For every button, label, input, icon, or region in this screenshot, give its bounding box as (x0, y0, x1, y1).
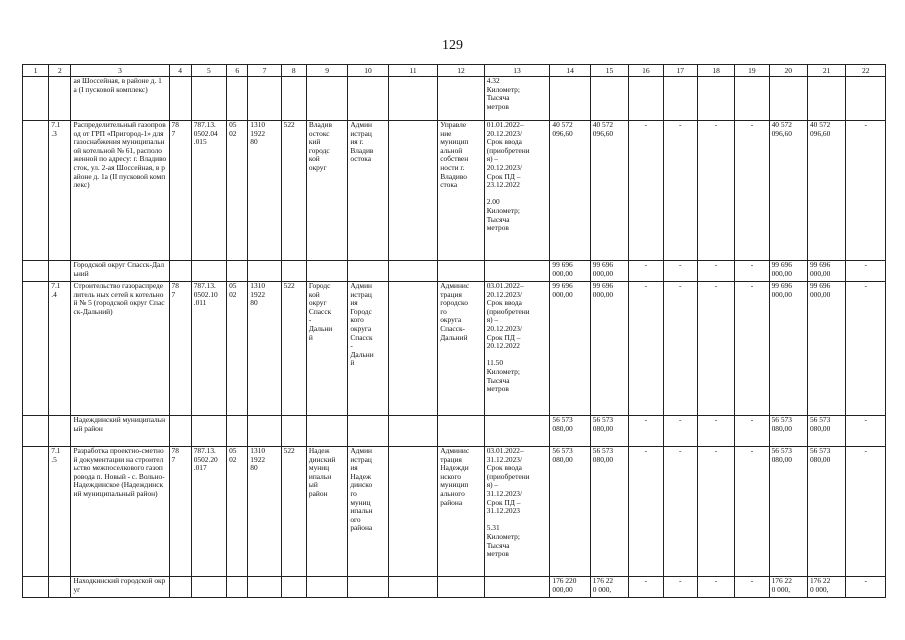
column-number-22: 22 (846, 65, 886, 77)
table-cell-col-3: Строительство газораспределитель ных сетей к котельной № 5 (городской округ Спасск-Дальний) (71, 282, 169, 416)
table-cell-col-8: 522 (281, 447, 306, 577)
table-cell-col-16: - (629, 121, 663, 261)
table-cell-col-9 (306, 77, 347, 121)
budget-table (22, 64, 886, 598)
table-cell-col-10 (348, 77, 388, 121)
column-number-19: 19 (735, 65, 769, 77)
table-cell-col-14: 56 573 080,00 (550, 447, 590, 577)
table-cell-col-13 (484, 261, 550, 282)
table-cell-col-3: Надеждинский муниципальный район (71, 416, 169, 447)
table-cell-col-15: 99 696 000,00 (590, 282, 628, 416)
table-cell-col-3: Городской округ Спасск-Дальний (71, 261, 169, 282)
table-cell-col-8: 522 (281, 282, 306, 416)
table-cell-col-10: Админ истрац ия Надеж динско го муниц ипальн ого района (348, 447, 388, 577)
table-cell-col-13: 4.32 Километр; Тысяча метров (484, 77, 550, 121)
column-number-13: 13 (484, 65, 550, 77)
column-number-18: 18 (697, 65, 734, 77)
table-cell-col-15: 56 573 080,00 (590, 447, 628, 577)
table-cell-col-18: - (697, 121, 734, 261)
table-cell-col-17 (663, 77, 697, 121)
table-cell-col-3: Находкинский городской округ (71, 577, 169, 598)
table-cell-col-1 (23, 282, 49, 416)
table-cell-col-10: Админ истрац ия Городс кого округа Спасск - Дальни й (348, 282, 388, 416)
table-cell-col-15: 99 696 000,00 (590, 261, 628, 282)
table-cell-col-14: 56 573 080,00 (550, 416, 590, 447)
table-cell-col-3: Распределительный газопровод от ГРП «Пригород-1» для газоснабжения муниципальной котельной № 61, расположенной по адресу: г. Владивосток, ул. 2-ая Шоссейная, в районе д. 1а (II пусковой комплекс) (71, 121, 169, 261)
table-cell-col-17: - (663, 577, 697, 598)
table-cell-col-7 (248, 416, 281, 447)
table-cell-col-6 (227, 416, 248, 447)
table-cell-col-22: - (846, 282, 886, 416)
table-cell-col-11 (388, 121, 438, 261)
table-cell-col-17: - (663, 447, 697, 577)
table-cell-col-13 (484, 416, 550, 447)
table-cell-col-12 (438, 261, 484, 282)
table-cell-col-8 (281, 416, 306, 447)
table-cell-col-21: 56 573 080,00 (807, 416, 845, 447)
table-cell-col-16: - (629, 447, 663, 577)
table-cell-col-4: 78 7 (169, 447, 191, 577)
table-cell-col-2: 7.1 .3 (49, 121, 71, 261)
table-cell-col-6: 05 02 (227, 282, 248, 416)
table-cell-col-9: Городс кой округ Спасск - Дальни й (306, 282, 347, 416)
table-cell-col-22: - (846, 577, 886, 598)
table-cell-col-15: 176 22 0 000, (590, 577, 628, 598)
column-number-11: 11 (388, 65, 438, 77)
table-cell-col-12 (438, 77, 484, 121)
table-cell-col-17: - (663, 261, 697, 282)
table-cell-col-16: - (629, 261, 663, 282)
column-number-14: 14 (550, 65, 590, 77)
table-cell-col-8 (281, 577, 306, 598)
table-cell-col-22: - (846, 121, 886, 261)
table-cell-col-20: 40 572 096,60 (769, 121, 807, 261)
table-cell-col-15 (590, 77, 628, 121)
table-cell-col-4 (169, 261, 191, 282)
table-cell-col-14 (550, 77, 590, 121)
table-cell-col-18: - (697, 416, 734, 447)
table-cell-col-11 (388, 447, 438, 577)
table-row-group (23, 261, 886, 282)
table-cell-col-20: 99 696 000,00 (769, 261, 807, 282)
table-cell-col-14: 40 572 096,60 (550, 121, 590, 261)
table-cell-col-2 (49, 577, 71, 598)
table-cell-col-4: 78 7 (169, 282, 191, 416)
table-cell-col-13: 03.01.2022– 20.12.2023/ Срок ввода (приобретени я) – 20.12.2023/ Срок ПД – 20.12.2022 11.50 Километр; Тысяча метров (484, 282, 550, 416)
table-cell-col-11 (388, 577, 438, 598)
column-number-3: 3 (71, 65, 169, 77)
column-number-8: 8 (281, 65, 306, 77)
table-row-continuation (23, 77, 886, 121)
table-cell-col-17: - (663, 121, 697, 261)
table-cell-col-1 (23, 77, 49, 121)
table-cell-col-8 (281, 77, 306, 121)
column-number-16: 16 (629, 65, 663, 77)
table-cell-col-3: ая Шоссейная, в районе д. 1 а (I пусковой комплекс) (71, 77, 169, 121)
table-cell-col-2 (49, 261, 71, 282)
table-cell-col-21 (807, 77, 845, 121)
table-cell-col-5: 787.13. 0502.10 .011 (191, 282, 226, 416)
column-number-12: 12 (438, 65, 484, 77)
table-cell-col-13: 03.01.2022– 31.12.2023/ Срок ввода (приобретени я) – 31.12.2023/ Срок ПД – 31.12.2023 5.31 Километр; Тысяча метров (484, 447, 550, 577)
table-cell-col-19: - (735, 447, 769, 577)
table-cell-col-16: - (629, 577, 663, 598)
table-cell-col-21: 99 696 000,00 (807, 282, 845, 416)
table-cell-col-12 (438, 577, 484, 598)
table-cell-col-9: Надеж динский муниц ипальн ый район (306, 447, 347, 577)
table-cell-col-18: - (697, 261, 734, 282)
table-cell-col-22 (846, 77, 886, 121)
table-cell-col-7: 1310 1922 80 (248, 282, 281, 416)
table-cell-col-4 (169, 416, 191, 447)
table-cell-col-19: - (735, 577, 769, 598)
table-cell-col-11 (388, 282, 438, 416)
table-row-group (23, 577, 886, 598)
table-cell-col-5: 787.13. 0502.04 .015 (191, 121, 226, 261)
table-cell-col-1 (23, 261, 49, 282)
table-cell-col-6: 05 02 (227, 121, 248, 261)
table-cell-col-7 (248, 77, 281, 121)
table-cell-col-8: 522 (281, 121, 306, 261)
table-cell-col-16: - (629, 282, 663, 416)
table-cell-col-1 (23, 416, 49, 447)
table-cell-col-1 (23, 577, 49, 598)
table-header-row (23, 65, 886, 77)
table-cell-col-21: 56 573 080,00 (807, 447, 845, 577)
table-cell-col-5: 787.13. 0502.20 .017 (191, 447, 226, 577)
table-cell-col-5 (191, 77, 226, 121)
table-cell-col-7: 1310 1922 80 (248, 121, 281, 261)
table-cell-col-1 (23, 447, 49, 577)
table-cell-col-6: 05 02 (227, 447, 248, 577)
table-cell-col-10 (348, 261, 388, 282)
table-cell-col-6 (227, 577, 248, 598)
table-cell-col-20: 176 22 0 000, (769, 577, 807, 598)
table-cell-col-22: - (846, 447, 886, 577)
table-cell-col-1 (23, 121, 49, 261)
table-cell-col-22: - (846, 416, 886, 447)
table-cell-col-9 (306, 261, 347, 282)
table-cell-col-9: Владив остокс кий городс кой округ (306, 121, 347, 261)
table-cell-col-19: - (735, 121, 769, 261)
table-cell-col-2: 7.1 .4 (49, 282, 71, 416)
table-row-item (23, 447, 886, 577)
column-number-1: 1 (23, 65, 49, 77)
table-cell-col-12 (438, 416, 484, 447)
table-cell-col-7 (248, 261, 281, 282)
table-cell-col-22: - (846, 261, 886, 282)
column-number-15: 15 (590, 65, 628, 77)
column-number-7: 7 (248, 65, 281, 77)
table-cell-col-15: 40 572 096,60 (590, 121, 628, 261)
table-cell-col-8 (281, 261, 306, 282)
table-cell-col-13: 01.01.2022– 20.12.2023/ Срок ввода (приобретени я) – 20.12.2023/ Срок ПД – 23.12.2022 2.00 Километр; Тысяча метров (484, 121, 550, 261)
table-cell-col-7: 1310 1922 80 (248, 447, 281, 577)
table-cell-col-5 (191, 261, 226, 282)
table-cell-col-19: - (735, 261, 769, 282)
table-cell-col-5 (191, 577, 226, 598)
table-cell-col-10: Админ истрац ия г. Владив остока (348, 121, 388, 261)
table-cell-col-17: - (663, 282, 697, 416)
table-cell-col-18: - (697, 282, 734, 416)
table-cell-col-6 (227, 261, 248, 282)
table-cell-col-7 (248, 577, 281, 598)
table-cell-col-2 (49, 77, 71, 121)
table-cell-col-9 (306, 577, 347, 598)
table-cell-col-21: 40 572 096,60 (807, 121, 845, 261)
table-cell-col-12: Админис трация Надежди нского муницип ального района (438, 447, 484, 577)
table-cell-col-2: 7.1 .5 (49, 447, 71, 577)
table-cell-col-3: Разработка проектно-сметной документации на строительство межпоселкового газопровода п. Новый - с. Вольно-Надеждинское (Надеждинский муниципальный район) (71, 447, 169, 577)
table-cell-col-11 (388, 77, 438, 121)
table-cell-col-16: - (629, 416, 663, 447)
column-number-10: 10 (348, 65, 388, 77)
table-cell-col-13 (484, 577, 550, 598)
table-cell-col-12: Админис трация городско го округа Спасск- Дальний (438, 282, 484, 416)
table-cell-col-20: 99 696 000,00 (769, 282, 807, 416)
column-number-6: 6 (227, 65, 248, 77)
table-row-item (23, 121, 886, 261)
table-cell-col-19: - (735, 416, 769, 447)
table-cell-col-18 (697, 77, 734, 121)
table-cell-col-15: 56 573 080,00 (590, 416, 628, 447)
column-number-2: 2 (49, 65, 71, 77)
table-cell-col-20 (769, 77, 807, 121)
page-number: 129 (442, 38, 463, 53)
table-cell-col-4 (169, 77, 191, 121)
table-cell-col-6 (227, 77, 248, 121)
table-cell-col-19 (735, 77, 769, 121)
table-cell-col-18: - (697, 577, 734, 598)
table-cell-col-12: Управле ние муницип альной собствен ности г. Владиво стока (438, 121, 484, 261)
table-cell-col-11 (388, 416, 438, 447)
table-cell-col-11 (388, 261, 438, 282)
table-cell-col-4 (169, 577, 191, 598)
table-cell-col-4: 78 7 (169, 121, 191, 261)
table-cell-col-21: 99 696 000,00 (807, 261, 845, 282)
table-cell-col-10 (348, 577, 388, 598)
table-row-item (23, 282, 886, 416)
column-number-5: 5 (191, 65, 226, 77)
table-cell-col-16 (629, 77, 663, 121)
table-cell-col-17: - (663, 416, 697, 447)
column-number-21: 21 (807, 65, 845, 77)
table-cell-col-14: 99 696 000,00 (550, 261, 590, 282)
table-cell-col-10 (348, 416, 388, 447)
column-number-17: 17 (663, 65, 697, 77)
table-cell-col-2 (49, 416, 71, 447)
column-number-9: 9 (306, 65, 347, 77)
table-row-group (23, 416, 886, 447)
column-number-4: 4 (169, 65, 191, 77)
table-cell-col-21: 176 22 0 000, (807, 577, 845, 598)
table-cell-col-9 (306, 416, 347, 447)
table-cell-col-14: 99 696 000,00 (550, 282, 590, 416)
table-cell-col-14: 176 220 000,00 (550, 577, 590, 598)
column-number-20: 20 (769, 65, 807, 77)
table-cell-col-20: 56 573 080,00 (769, 416, 807, 447)
table-cell-col-20: 56 573 080,00 (769, 447, 807, 577)
table-cell-col-19: - (735, 282, 769, 416)
table-cell-col-18: - (697, 447, 734, 577)
table-cell-col-5 (191, 416, 226, 447)
